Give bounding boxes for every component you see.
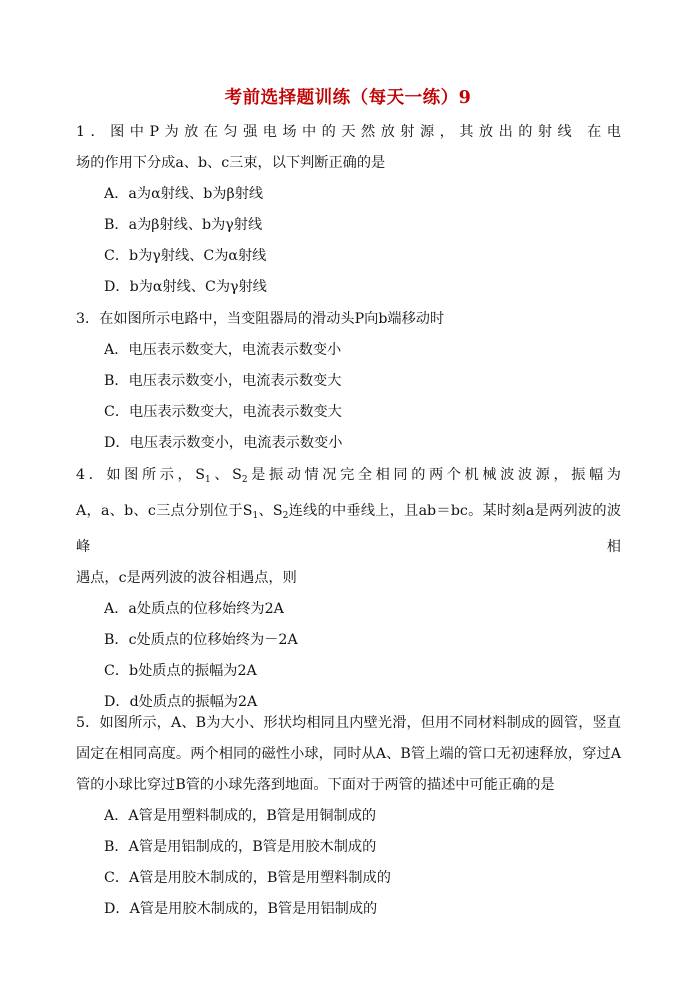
question-4-line-2: A，a、b、c三点分别位于$S_1$、$S_2$连线的中垂线上，且ab＝bc。某时刻a是两列波的波峰相 [76,503,622,555]
question-4-option-b: B．c处质点的位移始终为－2A [104,632,298,648]
question-3-line-1: 3．在如图所示电路中，当变阻器局的滑动头P向b端移动时 [76,311,445,327]
question-5-option-b: B．A管是用铝制成的，B管是用胶木制成的 [104,839,377,855]
question-5-option-d: D．A管是用胶木制成的，B管是用铝制成的 [104,901,378,917]
question-1-option-a: A．a为α射线、b为β射线 [104,186,264,202]
question-4-option-a: A．a处质点的位移始终为2A [104,601,284,617]
question-1-option-c: C．b为γ射线、C为α射线 [104,248,267,264]
question-1-line-1: 1．图中P为放在匀强电场中的天然放射源，其放出的射线 在电 [76,124,621,140]
question-4-option-d: D．d处质点的振幅为2A [104,694,258,710]
question-4-line-1: 4．如图所示，$S_1$、$S_2$是振动情况完全相同的两个机械波波源，振幅为 [76,467,621,485]
question-1-line-2: 场的作用下分成a、b、c三束，以下判断正确的是 [76,155,386,171]
question-3-option-b: B．电压表示数变小，电流表示数变大 [104,373,342,389]
question-1 [76,117,621,303]
question-3 [76,304,621,459]
question-5 [76,708,621,925]
question-5-line-1: 5．如图所示，A、B为大小、形状均相同且内壁光滑，但用不同材料制成的圆管，竖直 [76,715,621,731]
page-title: 考前选择题训练（每天一练）9 [224,88,472,108]
question-1-option-b: B．a为β射线、b为γ射线 [104,217,263,233]
question-5-option-a: A．A管是用塑料制成的，B管是用铜制成的 [104,808,377,824]
question-4-option-c: C．b处质点的振幅为2A [104,663,257,679]
question-3-option-a: A．电压表示数变大，电流表示数变小 [104,342,342,358]
question-3-option-c: C．电压表示数变大，电流表示数变大 [104,404,342,420]
question-4-line-3: 遇点，c是两列波的波谷相遇点，则 [76,570,297,586]
question-5-option-c: C．A管是用胶木制成的，B管是用塑料制成的 [104,870,391,886]
question-5-line-2: 固定在相同高度。两个相同的磁性小球，同时从A、B管上端的管口无初速释放，穿过A [76,746,621,762]
question-5-line-3: 管的小球比穿过B管的小球先落到地面。下面对于两管的描述中可能正确的是 [76,777,555,793]
question-1-option-d: D．b为α射线、C为γ射线 [104,279,267,295]
question-3-option-d: D．电压表示数变小，电流表示数变小 [104,435,343,451]
question-4 [76,460,621,718]
